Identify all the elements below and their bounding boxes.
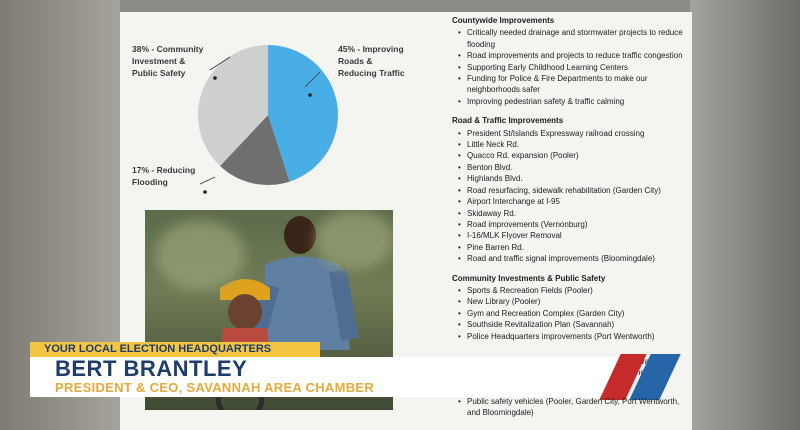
pie-label-community: 38% - Community Investment & Public Safety bbox=[132, 44, 204, 78]
list-item: • New Library (Pooler) bbox=[467, 296, 692, 307]
lower-third-banner bbox=[0, 342, 800, 400]
election-headquarters-tag: YOUR LOCAL ELECTION HEADQUARTERS bbox=[30, 342, 320, 357]
list-item: • Quacco Rd. expansion (Pooler) bbox=[467, 150, 692, 161]
pie-label-roads: 45% - Improving Roads & Reducing Traffic bbox=[338, 44, 405, 78]
list-item: • Critically needed drainage and stormwater projects to reduce flooding bbox=[467, 27, 692, 50]
pie-chart bbox=[120, 12, 440, 217]
list-item: • Benton Blvd. bbox=[467, 162, 692, 173]
pie-leader-line bbox=[200, 177, 215, 184]
speaker-name: BERT BRANTLEY bbox=[55, 356, 248, 381]
improvements-list bbox=[452, 15, 692, 342]
pie-leader-dot bbox=[203, 190, 207, 194]
speaker-title: PRESIDENT & CEO, SAVANNAH AREA CHAMBER bbox=[55, 380, 375, 395]
section-list bbox=[452, 285, 692, 342]
last-list-item-text: Public safety vehicles (Pooler, Garden City, Port Wentworth, and Bloomingdale) bbox=[467, 397, 680, 418]
list-item: • Airport Interchange at I-95 bbox=[467, 196, 692, 207]
list-item: • Police Headquarters improvements (Port Wentworth) bbox=[467, 331, 692, 342]
list-item: • I-16/MLK Flyover Removal bbox=[467, 230, 692, 241]
list-item: • Pine Barren Rd. bbox=[467, 242, 692, 253]
pie-leader-dot bbox=[308, 93, 312, 97]
pie-leader-dot bbox=[213, 76, 217, 80]
section-list bbox=[452, 27, 692, 107]
list-item: • Road resurfacing, sidewalk rehabilitation (Garden City) bbox=[467, 185, 692, 196]
list-item: • Skidaway Rd. bbox=[467, 208, 692, 219]
section-list bbox=[452, 128, 692, 265]
list-item: • Improving pedestrian safety & traffic calming bbox=[467, 96, 692, 107]
list-item: • Road improvements (Vernonburg) bbox=[467, 219, 692, 230]
list-item: • President St/Islands Expressway railroad crossing bbox=[467, 128, 692, 139]
list-item: • Southside Revitalization Plan (Savannah) bbox=[467, 319, 692, 330]
list-item: • Highlands Blvd. bbox=[467, 173, 692, 184]
list-item: • Sports & Recreation Fields (Pooler) bbox=[467, 285, 692, 296]
section-heading: Road & Traffic Improvements bbox=[452, 116, 564, 126]
list-item: • Little Neck Rd. bbox=[467, 139, 692, 150]
list-item: • Gym and Recreation Complex (Garden City) bbox=[467, 308, 692, 319]
list-item: • Supporting Early Childhood Learning Centers bbox=[467, 62, 692, 73]
section-heading: Community Investments & Public Safety bbox=[452, 273, 606, 283]
pie-label-flooding: 17% - Reducing Flooding bbox=[132, 165, 196, 187]
list-item: • Road improvements and projects to reduce traffic congestion bbox=[467, 50, 692, 61]
section-heading: Countywide Improvements bbox=[452, 16, 555, 25]
list-item: • Funding for Police & Fire Departments to make our neighborhoods safer bbox=[467, 73, 692, 96]
list-item: • Road and traffic signal improvements (Bloomingdale) bbox=[467, 253, 692, 264]
last-list-item: • Public safety vehicles (Pooler, Garden City, Port Wentworth, and Bloomingdale) bbox=[458, 397, 680, 418]
